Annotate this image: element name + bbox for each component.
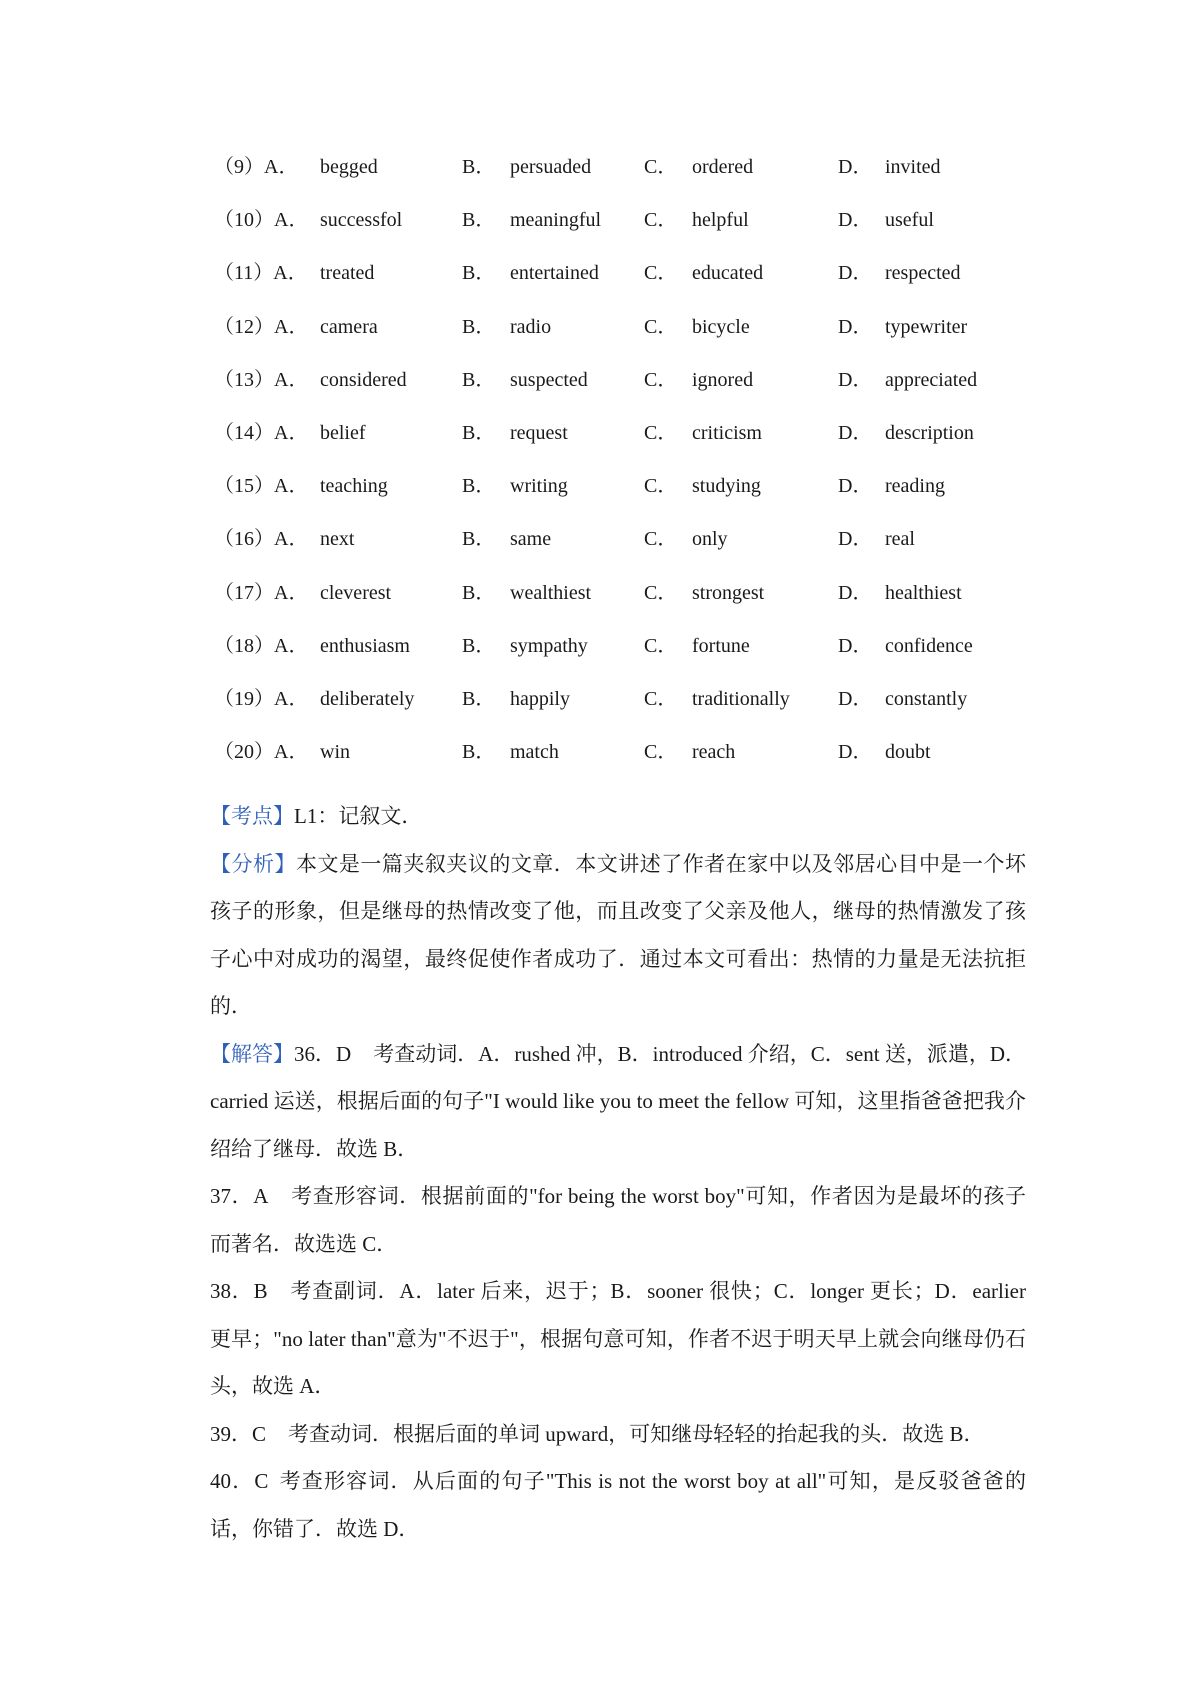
option-c: ignored (692, 368, 754, 391)
option-c-letter: C． (644, 581, 678, 604)
question-number: （16）A． (214, 528, 309, 551)
option-b: happily (510, 687, 570, 710)
option-b: wealthiest (510, 581, 592, 604)
option-b-letter: B． (462, 209, 496, 232)
answer-number: 39．C (210, 1421, 267, 1446)
option-c: only (692, 528, 728, 551)
option-b: writing (510, 475, 568, 498)
option-d-letter: D． (838, 528, 873, 551)
option-d: real (885, 528, 915, 551)
kaodian-text: L1：记叙文． (294, 804, 423, 828)
fenxi-text: 本文是一篇夹叙夹议的文章．本文讲述了作者在家中以及邻居心目中是一个坏孩子的形象，但是继母的热情改变了他，而且改变了父亲及他人，继母的热情激发了孩子心中对成功的渴望，最终促使作者成功了．通过本文可看出：热情的力量是无法抗拒的． (210, 851, 1027, 1018)
option-c: ordered (692, 156, 754, 178)
question-number: （20）A． (214, 741, 309, 764)
option-a: cleverest (320, 581, 392, 604)
answer-number: 36．D (294, 1041, 352, 1066)
option-c: fortune (692, 634, 750, 657)
question-number: （11）A． (214, 262, 308, 285)
option-d: typewriter (885, 315, 968, 338)
option-d: description (885, 421, 974, 444)
option-d-letter: D． (838, 368, 873, 391)
option-row-15 (214, 473, 1034, 526)
question-number: （9）A． (214, 156, 299, 178)
option-row-19 (214, 686, 1034, 739)
option-b-letter: B． (462, 475, 496, 498)
answer-40 (210, 1458, 1026, 1553)
answer-39 (210, 1411, 1026, 1459)
option-d: constantly (885, 687, 968, 710)
option-d: respected (885, 262, 961, 285)
option-row-9 (214, 154, 1034, 207)
option-d-letter: D． (838, 209, 873, 232)
option-a: treated (320, 262, 375, 285)
option-d-letter: D． (838, 475, 873, 498)
option-row-20 (214, 739, 1034, 792)
option-b: sympathy (510, 634, 588, 657)
option-c: educated (692, 262, 764, 285)
question-number: （10）A． (214, 209, 309, 232)
option-b: meaningful (510, 209, 602, 232)
option-d-letter: D． (838, 315, 873, 338)
option-c: studying (692, 475, 761, 498)
option-b: request (510, 421, 568, 444)
option-c-letter: C． (644, 475, 678, 498)
option-b-letter: B． (462, 421, 496, 444)
option-c-letter: C． (644, 634, 678, 657)
option-b-letter: B． (462, 156, 496, 178)
option-c-letter: C． (644, 156, 678, 178)
answer-text: 考查动词．A．rushed 冲，B．introduced 介绍，C．sent 送，派遣，D．carried 运送，根据后面的句子"I would like you to meet the fellow 可知，这里指爸爸把我介绍给了继母．故选 B． (210, 1041, 1027, 1161)
jieda-tag: 【解答】 (210, 1041, 295, 1066)
option-b-letter: B． (462, 528, 496, 551)
question-number: （17）A． (214, 581, 309, 604)
option-a: enthusiasm (320, 634, 410, 657)
question-number: （19）A． (214, 687, 309, 710)
option-row-11 (214, 260, 1034, 313)
option-row-12 (214, 314, 1034, 367)
option-c: strongest (692, 581, 765, 604)
option-d-letter: D． (838, 421, 873, 444)
fenxi-paragraph (210, 841, 1026, 1031)
option-c: criticism (692, 421, 762, 444)
option-b: persuaded (510, 156, 592, 178)
option-row-17 (214, 580, 1034, 633)
question-number: （18）A． (214, 634, 309, 657)
option-a: begged (320, 156, 378, 178)
option-c-letter: C． (644, 528, 678, 551)
option-c-letter: C． (644, 741, 678, 764)
option-d: healthiest (885, 581, 962, 604)
option-d: appreciated (885, 368, 978, 391)
answer-text: 考查形容词．从后面的句子"This is not the worst boy at all"可知，是反驳爸爸的话，你错了．故选 D． (210, 1469, 1026, 1541)
option-d-letter: D． (838, 581, 873, 604)
option-b-letter: B． (462, 634, 496, 657)
option-a: win (320, 741, 350, 764)
fenxi-tag: 【分析】 (210, 851, 296, 876)
option-a: deliberately (320, 687, 415, 710)
option-d: useful (885, 209, 934, 232)
question-number: （12）A． (214, 315, 309, 338)
option-c-letter: C． (644, 687, 678, 710)
option-row-10 (214, 207, 1034, 260)
option-d-letter: D． (838, 687, 873, 710)
option-b-letter: B． (462, 262, 496, 285)
answer-number: 38．B (210, 1279, 268, 1303)
option-d: invited (885, 156, 941, 178)
option-d-letter: D． (838, 634, 873, 657)
option-d: reading (885, 475, 945, 498)
kaodian-tag: 【考点】 (210, 804, 294, 828)
option-c: reach (692, 741, 736, 764)
option-b-letter: B． (462, 368, 496, 391)
option-c: helpful (692, 209, 749, 232)
option-a: teaching (320, 475, 388, 498)
option-a: successfol (320, 209, 403, 232)
option-c: traditionally (692, 687, 790, 710)
kaodian-paragraph (210, 793, 1026, 841)
option-row-18 (214, 633, 1034, 686)
option-b-letter: B． (462, 687, 496, 710)
option-b: same (510, 528, 552, 551)
option-row-16 (214, 526, 1034, 579)
answer-text: 考查动词．根据后面的单词 upward，可知继母轻轻的抬起我的头．故选 B． (288, 1421, 985, 1446)
option-d-letter: D． (838, 156, 873, 178)
option-c-letter: C． (644, 315, 678, 338)
option-c-letter: C． (644, 368, 678, 391)
option-d: doubt (885, 741, 931, 764)
option-b: radio (510, 315, 552, 338)
answer-text: 考查副词．A．later 后来，迟于；B．sooner 很快；C．longer 更长；D．earlier 更早；"no later than"意为"不迟于"，根据句意可知，作者不迟于明天早上就会向继母仍石头，故选 A． (210, 1279, 1026, 1398)
option-c: bicycle (692, 315, 750, 338)
option-row-13 (214, 367, 1034, 420)
option-d-letter: D． (838, 741, 873, 764)
option-d: confidence (885, 634, 973, 657)
option-b: match (510, 741, 559, 764)
option-b: entertained (510, 262, 599, 285)
option-row-14 (214, 420, 1034, 473)
option-c-letter: C． (644, 262, 678, 285)
answer-36 (210, 1031, 1026, 1174)
option-c-letter: C． (644, 421, 678, 444)
question-number: （13）A． (214, 368, 309, 391)
options-list (214, 154, 1034, 792)
option-c-letter: C． (644, 209, 678, 232)
answer-number: 40．C (210, 1469, 269, 1493)
question-number: （15）A． (214, 475, 309, 498)
question-number: （14）A． (214, 421, 309, 444)
answer-text: 考查形容词．根据前面的"for being the worst boy"可知，作者因为是最坏的孩子而著名．故选选 C． (210, 1184, 1027, 1256)
answer-number: 37．A (210, 1184, 269, 1208)
option-b-letter: B． (462, 741, 496, 764)
option-a: considered (320, 368, 407, 391)
option-b: suspected (510, 368, 588, 391)
answer-37 (210, 1173, 1026, 1268)
answer-38 (210, 1268, 1026, 1411)
option-b-letter: B． (462, 581, 496, 604)
option-b-letter: B． (462, 315, 496, 338)
option-a: belief (320, 421, 366, 444)
analysis-section (210, 793, 1026, 1553)
option-a: next (320, 528, 355, 551)
option-a: camera (320, 315, 378, 338)
option-d-letter: D． (838, 262, 873, 285)
